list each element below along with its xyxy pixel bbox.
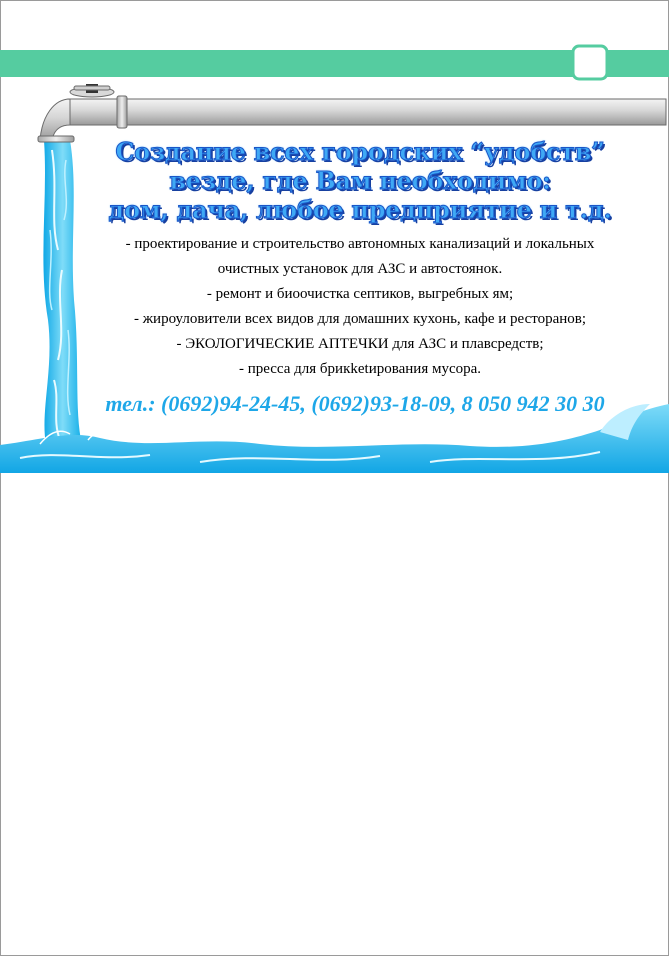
heading-line-3: дом, дача, любое предприятие и т.д. — [108, 195, 612, 224]
heading-line-2: везде, где Вам необходимо: — [169, 166, 551, 195]
advertisement-card — [0, 0, 669, 473]
faucet-pipe-icon — [38, 84, 666, 142]
corner-box — [573, 46, 607, 79]
heading-line-1: Создание всех городских “удобств” — [115, 137, 605, 166]
service-line-1: - проектирование и строительство автономных канализаций и локальных — [125, 236, 595, 252]
service-line-5: - ЭКОЛОГИЧЕСКИЕ АПТЕЧКИ для АЗС и плавсредств; — [176, 336, 544, 352]
service-line-3: - ремонт и биоочистка септиков, выгребных ям; — [206, 286, 514, 302]
service-line-6: - пресса для брикketирования мусора. — [238, 361, 482, 377]
service-line-4: - жироуловители всех видов для домашних кухонь, кафе и ресторанов; — [133, 311, 587, 327]
service-line-2: очистных установок для АЗС и автостоянок. — [217, 261, 503, 277]
phone-numbers: тел.: (0692)94-24-45, (0692)93-18-09, 8 050 942 30 30 — [105, 391, 605, 416]
top-band — [0, 50, 669, 77]
